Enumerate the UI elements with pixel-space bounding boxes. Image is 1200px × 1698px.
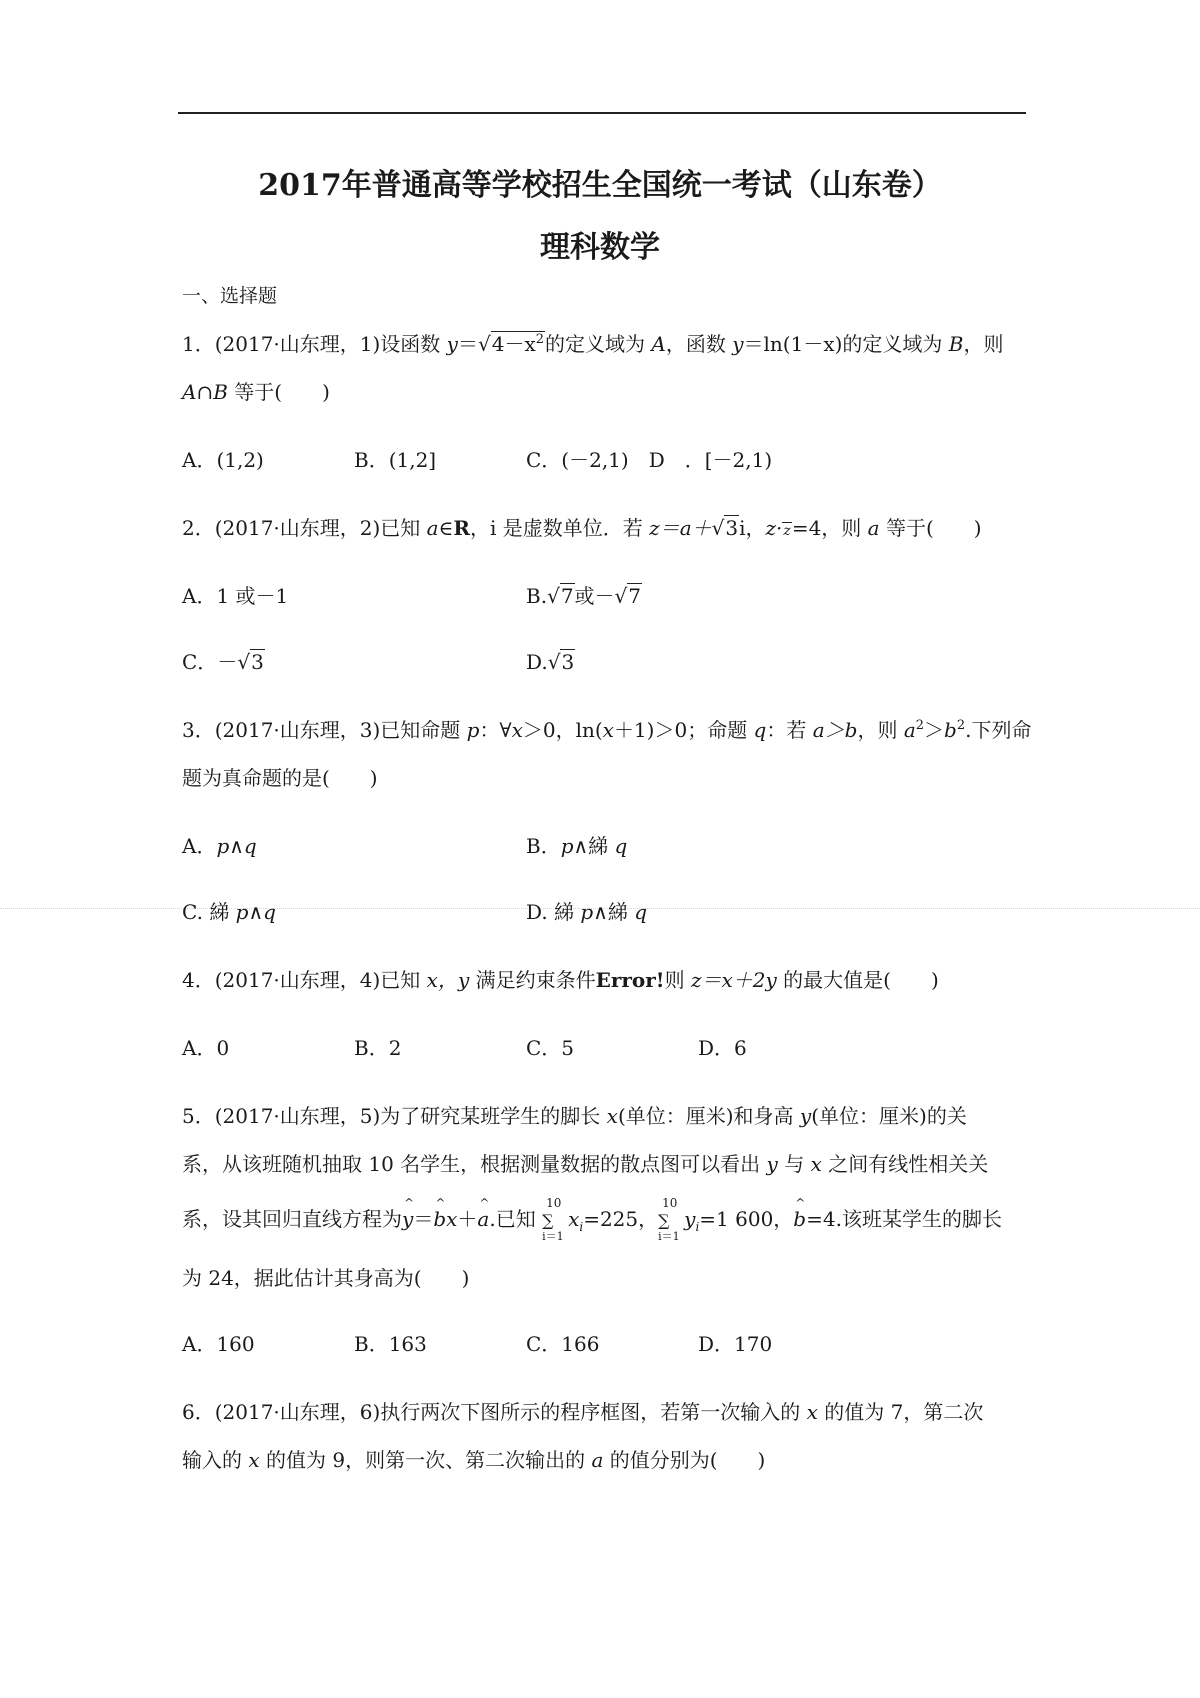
q4-line1: 4．(2017·山东理，4)已知 x，y 满足约束条件Error!则 z＝x＋2y 的最大值是( ): [182, 968, 939, 992]
q2-line1: 2．(2017·山东理，2)已知 a∈R，i 是虚数单位．若 z＝a＋√3i，z·z=4，则 a 等于( ): [182, 516, 982, 540]
top-rule: [178, 112, 1026, 114]
q3-option-d[interactable]: D. 綈 p∧綈 q: [526, 900, 648, 924]
q3-option-b[interactable]: B．p∧綈 q: [526, 834, 628, 858]
q3-option-a[interactable]: A．p∧q: [182, 834, 257, 858]
q5-line3: 系，设其回归直线方程为 ^ y＝ ^ bx＋ ^ a.已知 10 ∑ i＝1 $x_i=225$， 10 ∑ i＝1 $y_i=1$ 600， ^ b=4.该班某学生的脚长: [182, 1196, 1002, 1243]
q1-line1: 1．(2017·山东理，1)设函数 $y=√4-x^2$的定义域为 A，函数 y＝ln(1－x)的定义域为 B，则: [182, 332, 1004, 356]
q2-option-a[interactable]: A．1 或－1: [182, 584, 289, 608]
q2-option-d[interactable]: D.√3: [526, 650, 575, 674]
q3-line1: 3．(2017·山东理，3)已知命题 p：∀x＞0，ln(x＋1)＞0；命题 q：若 a＞b，则 $a^2>b^2$.下列命: [182, 718, 1032, 742]
q4-option-b[interactable]: B．2: [354, 1036, 402, 1060]
q5-option-c[interactable]: C．166: [526, 1332, 600, 1356]
q3-line2: 题为真命题的是( ): [182, 766, 378, 790]
q5-option-d[interactable]: D．170: [698, 1332, 773, 1356]
q4-option-a[interactable]: A．0: [182, 1036, 230, 1060]
q3-option-c[interactable]: C. 綈 p∧q: [182, 900, 276, 924]
q5-option-b[interactable]: B．163: [354, 1332, 427, 1356]
q1-option-b[interactable]: B．(1,2]: [354, 448, 437, 472]
q5-line1: 5．(2017·山东理，5)为了研究某班学生的脚长 x(单位：厘米)和身高 y(单位：厘米)的关: [182, 1104, 967, 1128]
q6-line2: 输入的 x 的值为 9，则第一次、第二次输出的 a 的值分别为( ): [182, 1448, 766, 1472]
q5-line2: 系，从该班随机抽取 10 名学生，根据测量数据的散点图可以看出 y 与 x 之间有线性相关关: [182, 1152, 989, 1176]
q4-option-c[interactable]: C．5: [526, 1036, 575, 1060]
q1-option-a[interactable]: A．(1,2): [182, 448, 264, 472]
q5-line4: 为 24，据此估计其身高为( ): [182, 1266, 470, 1290]
q5-option-a[interactable]: A．160: [182, 1332, 255, 1356]
q6-line1: 6．(2017·山东理，6)执行两次下图所示的程序框图，若第一次输入的 x 的值为 7，第二次: [182, 1400, 984, 1424]
exam-title: 2017年普通高等学校招生全国统一考试（山东卷）: [258, 168, 942, 203]
q4-option-d[interactable]: D．6: [698, 1036, 747, 1060]
exam-subject: 理科数学: [540, 230, 660, 265]
q2-option-c[interactable]: C．－√3: [182, 650, 264, 674]
q2-option-b[interactable]: B.√7或－√7: [526, 584, 642, 608]
section-heading: 一、选择题: [182, 285, 278, 307]
q1-option-cd[interactable]: C．(－2,1) D ．[－2,1): [526, 448, 773, 472]
q1-line2: A∩B 等于( ): [182, 380, 330, 404]
